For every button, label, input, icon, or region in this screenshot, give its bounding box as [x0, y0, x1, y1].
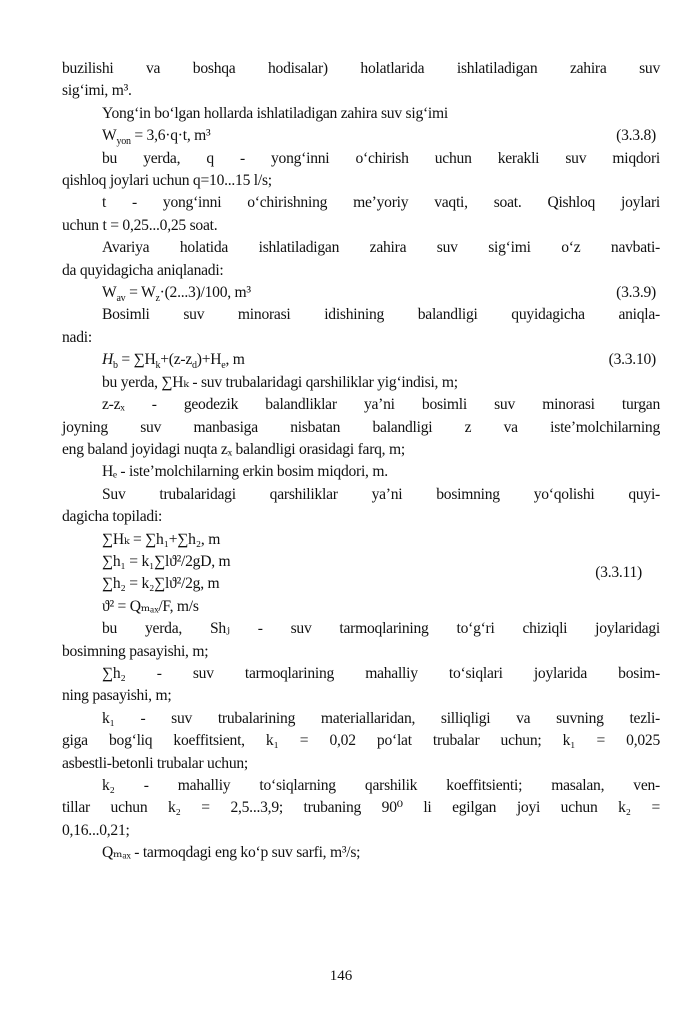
formula-subscript: d	[192, 360, 197, 372]
text-line: bu yerda, ∑Hₖ - suv trubalaridagi qarshiliklar yig‘indisi, m;	[102, 373, 458, 391]
document-page	[62, 58, 660, 865]
formula-line: ∑h₂ = k₂∑lϑ²/2g, m	[102, 575, 220, 593]
formula-expression: , m	[225, 351, 245, 369]
formula-3-3-8	[62, 125, 660, 147]
formula-body	[102, 125, 210, 147]
text-line: Suv trubalaridagi qarshiliklar ya’ni bosimning yo‘qolishi quyi-	[102, 485, 660, 503]
formula-expression: ·(2...3)/100, m³	[159, 284, 251, 302]
formula-expression: = ∑H	[117, 351, 156, 369]
formula-subscript: z	[155, 293, 160, 305]
text-line: giga bog‘liq koeffitsient, k₁ = 0,02 po‘lat trubalar uchun; k₁ = 0,025	[62, 732, 660, 750]
text-line: da quyidagicha aniqlanadi:	[62, 261, 224, 279]
equation-number: (3.3.8)	[616, 127, 656, 145]
text-line: dagicha topiladi:	[62, 508, 163, 526]
formula-symbol: H	[102, 351, 114, 369]
text-line: Bosimli suv minorasi idishining balandligi quyidagicha aniqla-	[102, 306, 660, 324]
text-line: nadi:	[62, 328, 92, 346]
text-line: t - yong‘inni o‘chirishning me’yoriy vaqti, soat. Qishloq joylari	[102, 194, 660, 212]
text-line: eng baland joyidagi nuqta zₓ balandligi orasidagi farq, m;	[62, 440, 405, 458]
text-line: joyning suv manbasiga nisbatan balandligi z va iste’molchilarning	[62, 418, 660, 436]
formula-subscript: e	[221, 360, 226, 372]
page-number: 146	[329, 968, 353, 984]
text-line: bosimning pasayishi, m;	[62, 642, 209, 660]
formula-body	[102, 349, 245, 371]
text-line: buzilishi va boshqa hodisalar) holatlarida ishlatiladigan zahira suv	[62, 60, 660, 77]
text-line: 0,16...0,21;	[62, 821, 130, 839]
text-line: Yong‘in bo‘lgan hollarda ishlatiladigan zahira suv sig‘imi	[102, 104, 448, 122]
text-line: ning pasayishi, m;	[62, 687, 172, 705]
formula-body	[102, 282, 251, 304]
text-line: sig‘imi, m³.	[62, 82, 132, 100]
formula-3-3-9	[62, 282, 660, 304]
text-line: Qₘₐₓ - tarmoqdagi eng ko‘p suv sarfi, m³/s;	[102, 844, 361, 862]
formula-expression: = 3,6·q·t, m³	[130, 127, 211, 145]
equation-number: (3.3.9)	[616, 284, 656, 302]
text-line: Hₑ - iste’molchilarning erkin bosim miqdori, m.	[102, 463, 388, 481]
text-line: bu yerda, Shⱼ - suv tarmoqlarining to‘g‘ri chiziqli joylaridagi	[102, 620, 660, 638]
formula-subscript: b	[113, 360, 118, 372]
formula-expression: )+H	[196, 351, 222, 369]
formula-expression: +(z-z	[160, 351, 193, 369]
text-line: Avariya holatida ishlatiladigan zahira suv sig‘imi o‘z navbati-	[102, 239, 660, 257]
equation-number: (3.3.11)	[595, 563, 642, 581]
formula-symbol: W	[102, 284, 117, 302]
text-line: z-zₓ - geodezik balandliklar ya’ni bosimli suv minorasi turgan	[102, 396, 660, 414]
text-line: qishloq joylari uchun q=10...15 l/s;	[62, 172, 272, 190]
formula-line: ∑Hₖ = ∑h₁+∑h₂, m	[102, 530, 221, 548]
text-line: ∑h₂ - suv tarmoqlarining mahalliy to‘siqlari joylarida bosim-	[102, 664, 660, 682]
formula-line: ϑ² = Qₘₐₓ/F, m/s	[102, 597, 199, 615]
formula-line: ∑h₁ = k₁∑lϑ²/2gD, m	[102, 552, 231, 570]
formula-symbol: W	[102, 127, 117, 145]
formula-3-3-10	[62, 349, 660, 371]
text-line: uchun t = 0,25...0,25 soat.	[62, 216, 218, 234]
formula-subscript: k	[155, 360, 161, 372]
equation-number: (3.3.10)	[608, 351, 656, 369]
text-line: k₁ - suv trubalarining materiallaridan, silliqligi va suvning tezli-	[102, 709, 660, 727]
formula-subscript: yon	[116, 136, 131, 148]
formula-subscript: av	[116, 293, 126, 305]
text-line: tillar uchun k₂ = 2,5...3,9; trubaning 90⁰ li egilgan joyi uchun k₂ =	[62, 799, 660, 817]
formula-expression: = W	[125, 284, 156, 302]
text-line: bu yerda, q - yong‘inni o‘chirish uchun kerakli suv miqdori	[102, 149, 660, 167]
formula-3-3-11	[62, 529, 660, 619]
text-line: asbestli-betonli trubalar uchun;	[62, 754, 249, 772]
text-line: k₂ - mahalliy to‘siqlarning qarshilik koeffitsienti; masalan, ven-	[102, 776, 660, 794]
